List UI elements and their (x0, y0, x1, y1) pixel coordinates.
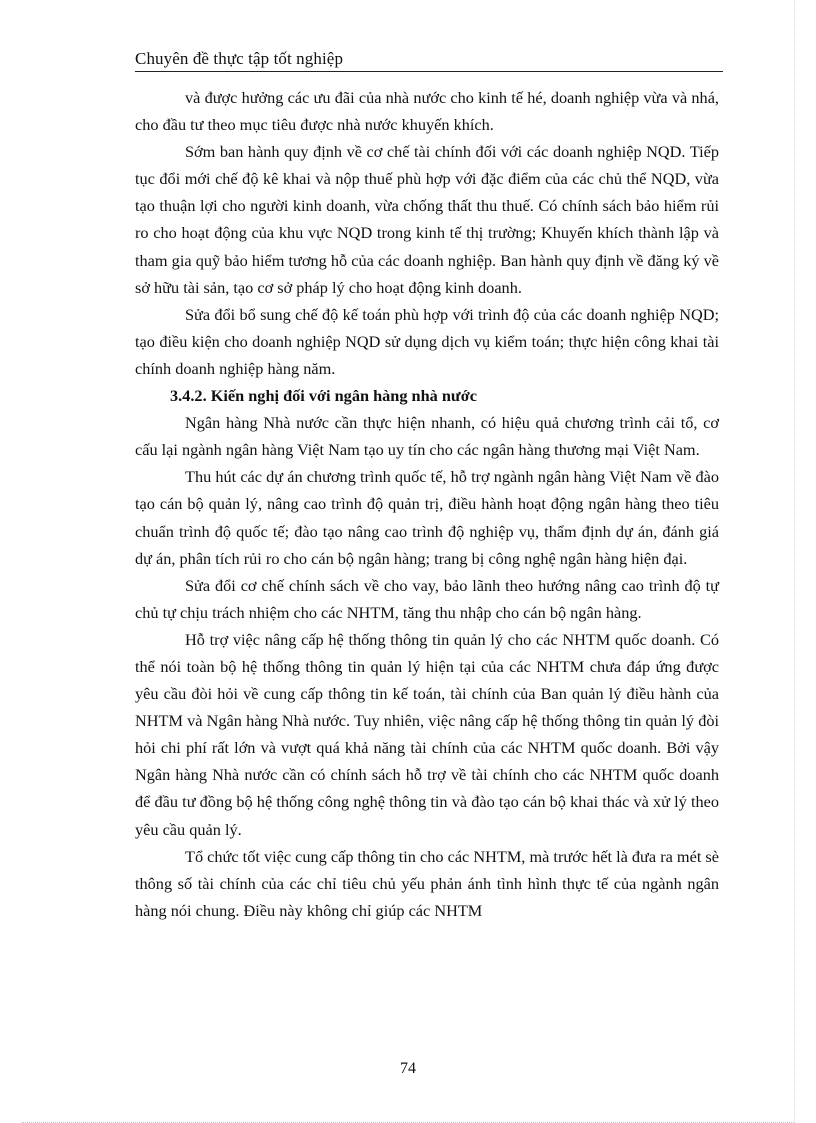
paragraph-lending-policy: Sửa đổi cơ chế chính sách về cho vay, bảo lãnh theo hướng nâng cao trình độ tự chủ tự chịu trách nhiệm cho các NHTM, tăng thu nhập cho cán bộ ngân hàng. (135, 575, 719, 622)
side-divider (794, 0, 795, 1123)
paragraph-international-projects: Thu hút các dự án chương trình quốc tế, hỗ trợ ngành ngân hàng Việt Nam về đào tạo cán bộ quản lý, nâng cao trình độ quản trị, điều hành hoạt động ngân hàng theo tiêu chuẩn trình độ quốc tế; đào tạo nâng cao trình độ nghiệp vụ, thẩm định dự án, đánh giá dự án, phân tích rủi ro cho cán bộ ngân hàng; trang bị công nghệ ngân hàng hiện đại. (135, 467, 719, 568)
paragraph-continued: và được hưởng các ưu đãi của nhà nước cho kinh tế hé, doanh nghiệp vừa và nhá, cho đầu tư theo mục tiêu được nhà nước khuyến khích. (135, 88, 719, 135)
paragraph-accounting-regime: Sửa đổi bổ sung chế độ kế toán phù hợp với trình độ của các doanh nghiệp NQD; tạo điều kiện cho doanh nghiệp NQD sử dụng dịch vụ kiểm toán; thực hiện công khai tài chính doanh nghiệp hàng năm. (135, 304, 719, 378)
header-title: Chuyên đề thực tập tốt nghiệp (135, 49, 344, 68)
document-body (135, 84, 719, 924)
paragraph-information-supply: Tổ chức tốt việc cung cấp thông tin cho các NHTM, mà trước hết là đưa ra mét sè thông số tài chính của các chỉ tiêu chủ yếu phản ánh tình hình thực tế của ngành ngân hàng nói chung. Điều này không chỉ giúp các NHTM (135, 846, 719, 920)
paragraph-banking-reform: Ngân hàng Nhà nước cần thực hiện nhanh, có hiệu quả chương trình cải tổ, cơ cấu lại ngành ngân hàng Việt Nam tạo uy tín cho các ngân hàng thương mại Việt Nam. (135, 413, 719, 460)
section-heading: 3.4.2. Kiến nghị đối với ngân hàng nhà nước (170, 386, 477, 406)
paragraph-financial-mechanism: Sớm ban hành quy định về cơ chế tài chính đối với các doanh nghiệp NQD. Tiếp tục đổi mới chế độ kê khai và nộp thuế phù hợp với đặc điểm của các chủ thể NQD, vừa tạo thuận lợi cho người kinh doanh, vừa chống thất thu thuế. Có chính sách bảo hiểm rủi ro cho hoạt động của khu vực NQD trong kinh tế thị trường; Khuyến khích thành lập và tham gia quỹ bảo hiểm tương hỗ của các doanh nghiệp. Ban hành quy định về đăng ký về sở hữu tài sản, tạo cơ sở pháp lý cho hoạt động kinh doanh. (135, 142, 719, 297)
paragraph-information-system: Hỗ trợ việc nâng cấp hệ thống thông tin quản lý cho các NHTM quốc doanh. Có thể nói toàn bộ hệ thống thông tin quản lý hiện tại của các NHTM chưa đáp ứng được yêu cầu đòi hỏi về cung cấp thông tin kế toán, tài chính của Ban quản lý điều hành của NHTM và Ngân hàng Nhà nước. Tuy nhiên, việc nâng cấp hệ thống thông tin quản lý đòi hỏi chi phí rất lớn và vượt quá khả năng tài chính của các NHTM quốc doanh. Bởi vậy Ngân hàng Nhà nước cần có chính sách hỗ trợ về tài chính cho các NHTM quốc doanh để đầu tư đồng bộ hệ thống công nghệ thông tin và đào tạo cán bộ khai thác và xử lý theo yêu cầu quản lý. (135, 629, 719, 839)
page-header (135, 49, 723, 72)
page-number: 74 (400, 1060, 416, 1077)
